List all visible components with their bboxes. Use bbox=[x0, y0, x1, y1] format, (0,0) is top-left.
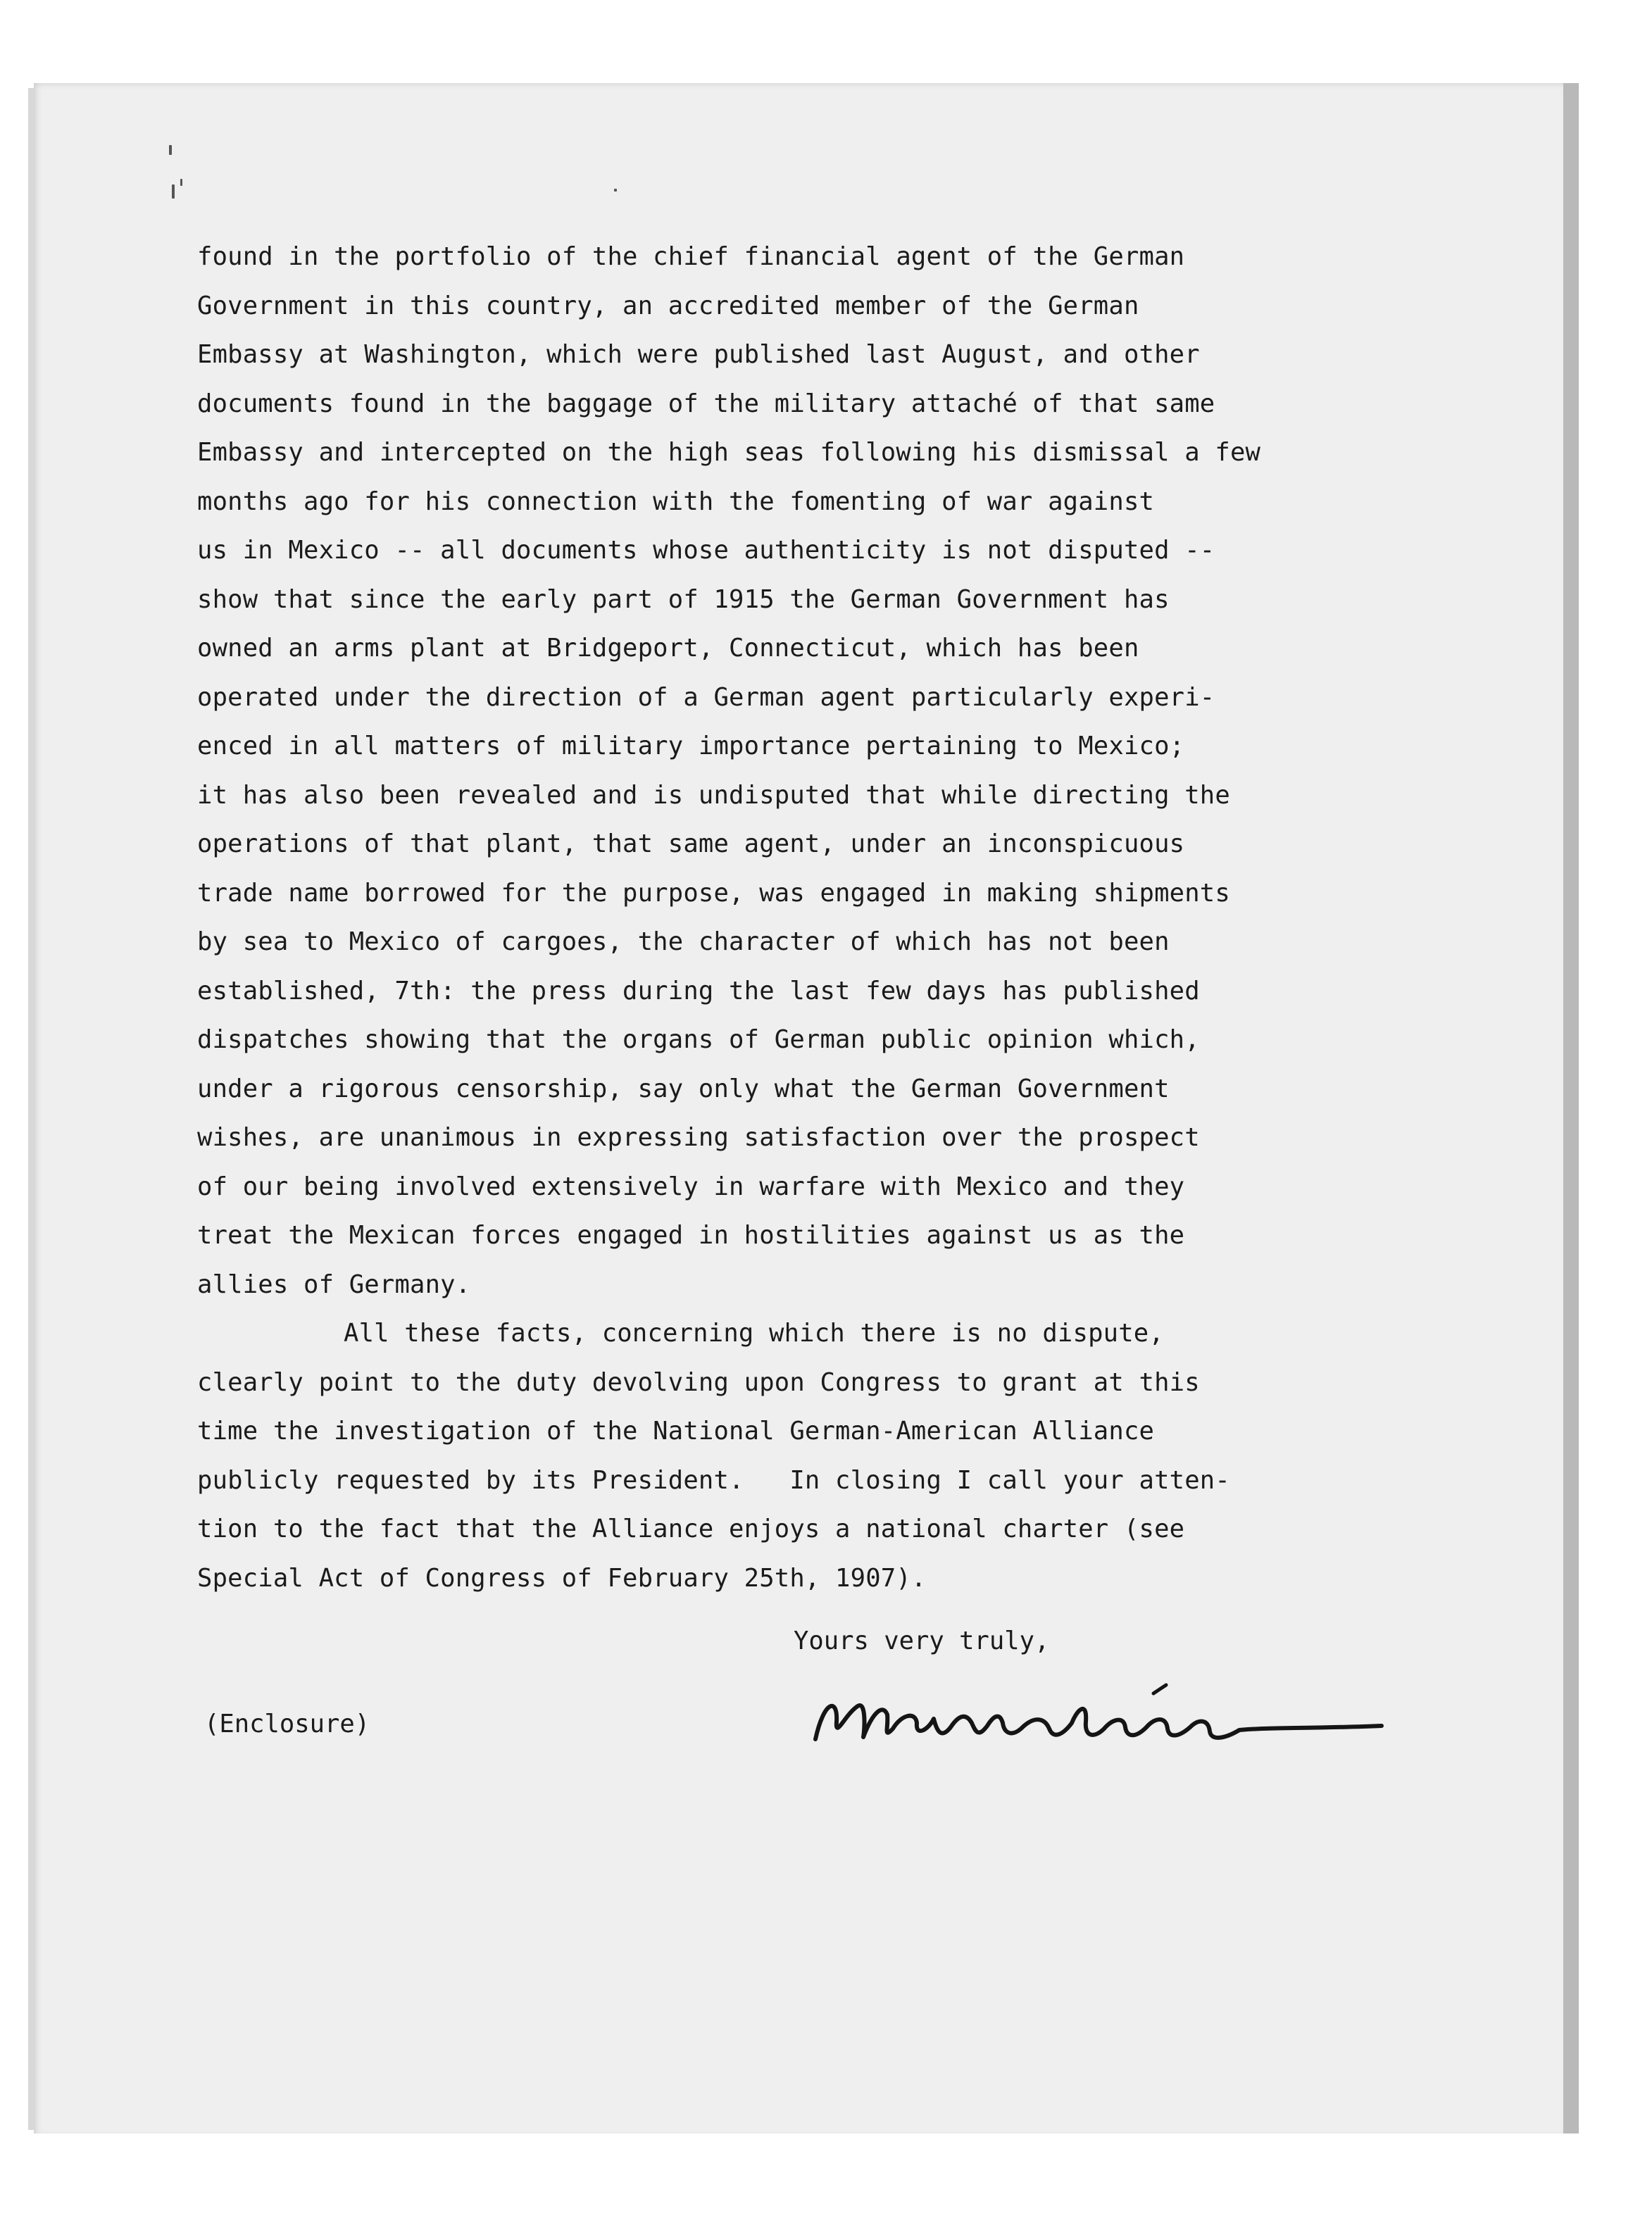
body-line: Embassy at Washington, which were published last August, and other bbox=[197, 340, 1200, 369]
paragraph2-line: clearly point to the duty devolving upon Congress to grant at this bbox=[197, 1368, 1200, 1397]
body-line: wishes, are unanimous in expressing satisfaction over the prospect bbox=[197, 1123, 1200, 1152]
body-line: operated under the direction of a German agent particularly experi- bbox=[197, 683, 1215, 712]
margin-mark bbox=[169, 145, 172, 155]
body-line: enced in all matters of military importance pertaining to Mexico; bbox=[197, 732, 1185, 760]
body-line: owned an arms plant at Bridgeport, Connecticut, which has been bbox=[197, 634, 1139, 663]
body-line: show that since the early part of 1915 the German Government has bbox=[197, 585, 1170, 614]
paragraph2-line: Special Act of Congress of February 25th, 1907). bbox=[197, 1564, 927, 1593]
body-line: dispatches showing that the organs of German public opinion which, bbox=[197, 1025, 1200, 1054]
complimentary-close: Yours very truly, bbox=[794, 1627, 1050, 1655]
body-line: us in Mexico -- all documents whose authenticity is not disputed -- bbox=[197, 536, 1215, 565]
signature-accent bbox=[1153, 1685, 1166, 1693]
body-line: trade name borrowed for the purpose, was engaged in making shipments bbox=[197, 879, 1230, 908]
paragraph2-line: All these facts, concerning which there is no dispute, bbox=[344, 1319, 1164, 1348]
margin-mark bbox=[180, 179, 182, 186]
margin-mark bbox=[172, 184, 175, 199]
signature-image bbox=[810, 1672, 1387, 1757]
body-line: under a rigorous censorship, say only what the German Government bbox=[197, 1074, 1170, 1103]
paragraph2-line: time the investigation of the National German-American Alliance bbox=[197, 1417, 1155, 1446]
body-line: documents found in the baggage of the military attaché of that same bbox=[197, 389, 1215, 418]
body-line: allies of Germany. bbox=[197, 1270, 471, 1299]
body-line: treat the Mexican forces engaged in hostilities against us as the bbox=[197, 1221, 1185, 1250]
margin-mark bbox=[614, 189, 617, 192]
body-line: established, 7th: the press during the last few days has published bbox=[197, 977, 1200, 1005]
body-line: it has also been revealed and is undisputed that while directing the bbox=[197, 781, 1230, 810]
body-line: Embassy and intercepted on the high seas following his dismissal a few bbox=[197, 438, 1261, 467]
paragraph2-line: tion to the fact that the Alliance enjoys a national charter (see bbox=[197, 1515, 1185, 1543]
body-line: operations of that plant, that same agent, under an inconspicuous bbox=[197, 829, 1185, 858]
body-line: of our being involved extensively in warfare with Mexico and they bbox=[197, 1172, 1185, 1201]
body-line: by sea to Mexico of cargoes, the character of which has not been bbox=[197, 927, 1170, 956]
paragraph2-line: publicly requested by its President. In closing I call your atten- bbox=[197, 1466, 1230, 1495]
body-line: Government in this country, an accredited member of the German bbox=[197, 292, 1139, 320]
body-line: months ago for his connection with the fomenting of war against bbox=[197, 487, 1155, 516]
enclosure-note: (Enclosure) bbox=[204, 1710, 370, 1738]
signature-stroke bbox=[815, 1705, 1382, 1739]
body-line: found in the portfolio of the chief financial agent of the German bbox=[197, 242, 1185, 271]
